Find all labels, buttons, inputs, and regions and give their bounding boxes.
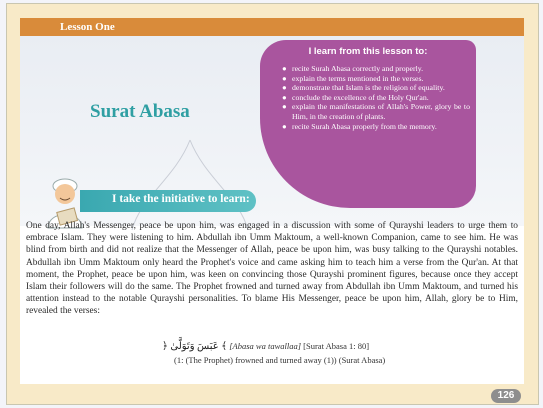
verse-transliteration: [Abasa wa tawallaa]: [229, 341, 302, 351]
verse-arabic: ﴿ عَبَسَ وَتَوَلَّىٰ ﴾: [162, 341, 228, 352]
bullet-icon: ●: [282, 83, 287, 93]
objective-item: ● recite Surah Abasa properly from the memory.: [282, 121, 437, 131]
objectives-panel: [260, 40, 476, 208]
objective-item: ● explain the terms mentioned in the verses.: [282, 73, 424, 83]
objective-item: ● demonstrate that Islam is the religion of equality.: [282, 83, 445, 93]
verse-line: [162, 341, 369, 352]
verse-reference: [Surat Abasa 1: 80]: [303, 341, 370, 351]
bullet-icon: ●: [282, 73, 287, 83]
objective-item: ● recite Surah Abasa correctly and properly.: [282, 64, 424, 73]
verse-translation: (1: (The Prophet) frowned and turned away (1)) (Surat Abasa): [174, 355, 386, 365]
book-page: [20, 18, 524, 384]
bullet-icon: ●: [282, 102, 287, 112]
page-number: 126: [491, 389, 521, 403]
initiative-label: I take the initiative to learn:: [112, 193, 250, 205]
surah-title: Surat Abasa: [90, 101, 190, 122]
lesson-paragraph: One day, Allah's Messenger, peace be upon him, was engaged in a discussion with some of Qurayshi leaders to urge them to embrace Islam. They were listening to him. Abdullah ibn Umm Maktoum, a well-known Companion, came to see him. He was blind from birth and did not realize that the Messenger of Allah, peace be upon him, was busy talking to the Qurayshi notables. Abdullah ibn Umm Maktoum only heard the Prophet's voice and came asking him to teach him a verse from the Qur'an. At that moment, the Prophet, peace be upon him, was keen on convincing those Qurayshi prominent figures, because once they accept Islam their followers will do the same. The Prophet frowned and turned away from Abdullah ibn Umm Maktoum, and turned his attention instead to the notable Qurayshi personalities. To blame His Messenger, peace be upon him, Allah, glory be to Him, revealed the verses:: [26, 221, 518, 317]
bullet-icon: ●: [282, 121, 287, 131]
bullet-icon: ●: [282, 64, 287, 73]
objective-item: ● conclude the excellence of the Holy Qur'an.: [282, 92, 429, 102]
initiative-banner: [80, 190, 256, 212]
objectives-heading: I learn from this lesson to:: [308, 46, 428, 57]
lesson-header-band: [20, 18, 524, 36]
decorative-swirl-icon: [130, 138, 250, 233]
bullet-icon: ●: [282, 92, 287, 102]
objectives-list: [282, 64, 470, 131]
objective-item: ● explain the manifestations of Allah's Power, glory be to Him, in the creation of plants.: [282, 102, 470, 121]
lesson-label: Lesson One: [60, 21, 115, 33]
